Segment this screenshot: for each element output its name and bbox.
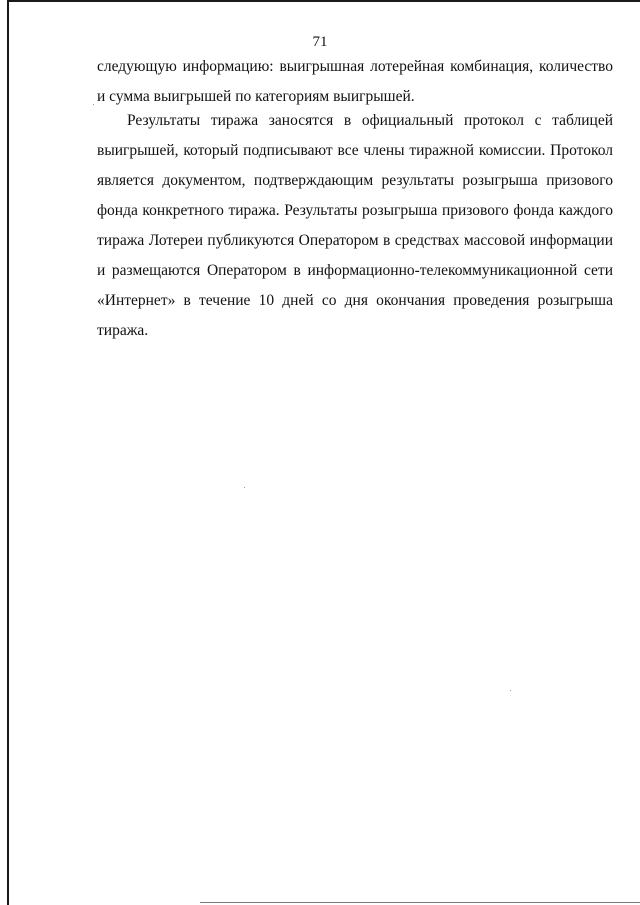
page-number: 71 xyxy=(312,34,328,50)
scan-speck xyxy=(244,487,245,488)
scan-speck xyxy=(93,104,94,105)
scan-speck xyxy=(510,690,511,691)
scan-border-bottom xyxy=(200,902,640,903)
scan-border-left xyxy=(7,0,9,905)
paragraph-results: Результаты тиража заносятся в официальный протокол с таблицей выигрышей, который подписывают все члены тиражной комиссии. Протокол является документом, подтверждающим результаты розыгрыша призового фонда конкретного тиража. Результаты розыгрыша призового фонда каждого тиража Лотереи публикуются Оператором в средствах массовой информации и размещаются Оператором в информационно-телекоммуникационной сети «Интернет» в течение 10 дней со дня окончания проведения розыгрыша тиража. xyxy=(97,112,613,339)
scan-border-top xyxy=(7,0,640,2)
paragraph-continuation: следующую информацию: выигрышная лотерейная комбинация, количество и сумма выигрышей по категориям выигрышей. xyxy=(97,58,613,105)
